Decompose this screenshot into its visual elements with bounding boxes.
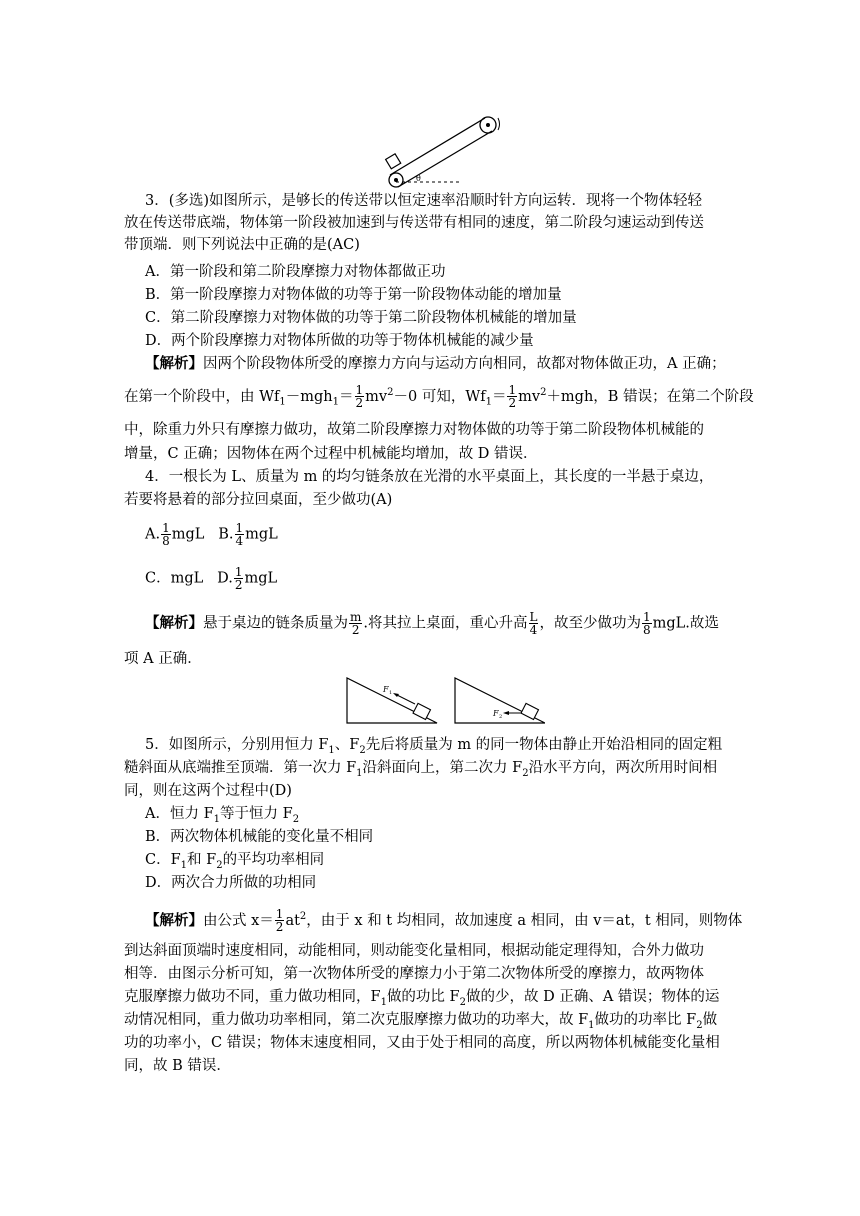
q4-options-ab: A. $\frac{1}{8}$ mgL B. $\frac{1}{4}$ mgL bbox=[145, 521, 278, 548]
q5-solution-7: 同，故 B 错误． bbox=[124, 1058, 231, 1074]
q5-solution-2: 到达斜面顶端时速度相同，动能相同，则动能变化量相同，根据动能定理得知，合外力做功 bbox=[124, 943, 704, 959]
svg-text:2: 2 bbox=[499, 714, 503, 720]
q5-line-3: 同，则在这两个过程中(D) bbox=[124, 783, 292, 799]
q5-option-b: B．两次物体机械能的变化量不相同 bbox=[145, 829, 374, 845]
q5-solution-5: 动情况相同，重力做功功率相同，第二次克服摩擦力做功的功率大，故 $F_1$做功的功率比 $F_2$做 bbox=[124, 1012, 718, 1031]
q5-solution-3: 相等．由图示分析可知，第一次物体所受的摩擦力小于第二次物体所受的摩擦力，故两物体 bbox=[124, 966, 704, 982]
q3-option-c: C．第二阶段摩擦力对物体做的功等于第二阶段物体机械能的增加量 bbox=[145, 310, 577, 326]
q5-solution-4: 克服摩擦力做功不同，重力做功相同，$F_1$做的功比 $F_2$做的少，故 D 正确、A 错误；物体的运 bbox=[124, 989, 720, 1008]
q3-option-b: B．第一阶段摩擦力对物体做的功等于第一阶段物体动能的增加量 bbox=[145, 287, 562, 303]
q5-line-2: 糙斜面从底端推至顶端．第一次力 $F_1$沿斜面向上，第二次力 $F_2$沿水平方向，两次所用时间相 bbox=[124, 760, 718, 779]
q4-line-1: 4．一根长为 L、质量为 m 的均匀链条放在光滑的水平桌面上，其长度的一半悬于桌边， bbox=[145, 469, 714, 485]
q4-solution-2: 项 A 正确． bbox=[124, 651, 202, 667]
q5-option-d: D．两次合力所做的功相同 bbox=[145, 875, 317, 891]
q3-line-1: 3．(多选)如图所示，是够长的传送带以恒定速率沿顺时针方向运转．现将一个物体轻轻 bbox=[145, 193, 703, 209]
svg-text:1: 1 bbox=[389, 690, 393, 696]
solution-label: 【解析】 bbox=[145, 355, 203, 372]
svg-text:F: F bbox=[493, 709, 499, 718]
q3-line-3: 带顶端．则下列说法中正确的是(AC) bbox=[124, 237, 360, 253]
q3-solution-3: 中，除重力外只有摩擦力做功，故第二阶段摩擦力对物体做的功等于第二阶段物体机械能的 bbox=[124, 422, 704, 438]
q5-option-a: A．恒力 $F_1$等于恒力 $F_2$ bbox=[145, 806, 300, 825]
incline-diagram bbox=[345, 676, 545, 726]
q5-line-1: 5．如图所示，分别用恒力 $F_1$、$F_2$先后将质量为 m 的同一物体由静止开始沿相同的固定粗 bbox=[145, 737, 723, 756]
q3-line-2: 放在传送带底端，物体第一阶段被加速到与传送带有相同的速度，第二阶段匀速运动到传送 bbox=[124, 215, 704, 231]
angle-label: θ bbox=[416, 174, 421, 183]
q4-options-cd: C．mgL D. $\frac{1}{2}$ mgL bbox=[145, 565, 278, 592]
q3-option-a: A．第一阶段和第二阶段摩擦力对物体都做正功 bbox=[145, 264, 446, 280]
q5-option-c: C．$F_1$和 $F_2$的平均功率相同 bbox=[145, 852, 325, 871]
q5-solution-1: 【解析】由公式 x＝ $\frac{1}{2}$ $at^2$，由于 x 和 t 均相同，故加速度 a 相同，由 v＝at，t 相同，则物体 bbox=[145, 907, 743, 935]
q3-solution-1: 【解析】因两个阶段物体所受的摩擦力方向与运动方向相同，故都对物体做正功，A 正确； bbox=[145, 355, 726, 372]
q4-line-2: 若要将悬着的部分拉回桌面，至少做功(A) bbox=[124, 492, 393, 508]
q3-option-d: D．两个阶段摩擦力对物体所做的功等于物体机械能的减少量 bbox=[145, 333, 534, 349]
svg-text:F: F bbox=[383, 685, 389, 694]
q4-solution-1: 【解析】悬于桌边的链条质量为 $\frac{m}{2}$ .将其拉上桌面，重心升高 $\frac{L}{4}$ ，故至少做功为 $\frac{1}{8}$ mgL.故选 bbox=[145, 610, 719, 637]
q3-solution-2: 在第一个阶段中，由 $Wf_1-mgh_1=$ $\frac{1}{2}$ $mv^2-0$ 可知，$Wf_1=$ $\frac{1}{2}$ $mv^2+mgh$，B 错误；在第二个阶段 bbox=[124, 383, 754, 411]
conveyor-diagram bbox=[380, 110, 510, 190]
q3-solution-4: 增量，C 正确；因物体在两个过程中机械能均增加，故 D 错误． bbox=[124, 446, 538, 462]
q5-solution-6: 功的功率小，C 错误；物体末速度相同，又由于处于相同的高度，所以两物体机械能变化量相 bbox=[124, 1035, 720, 1051]
